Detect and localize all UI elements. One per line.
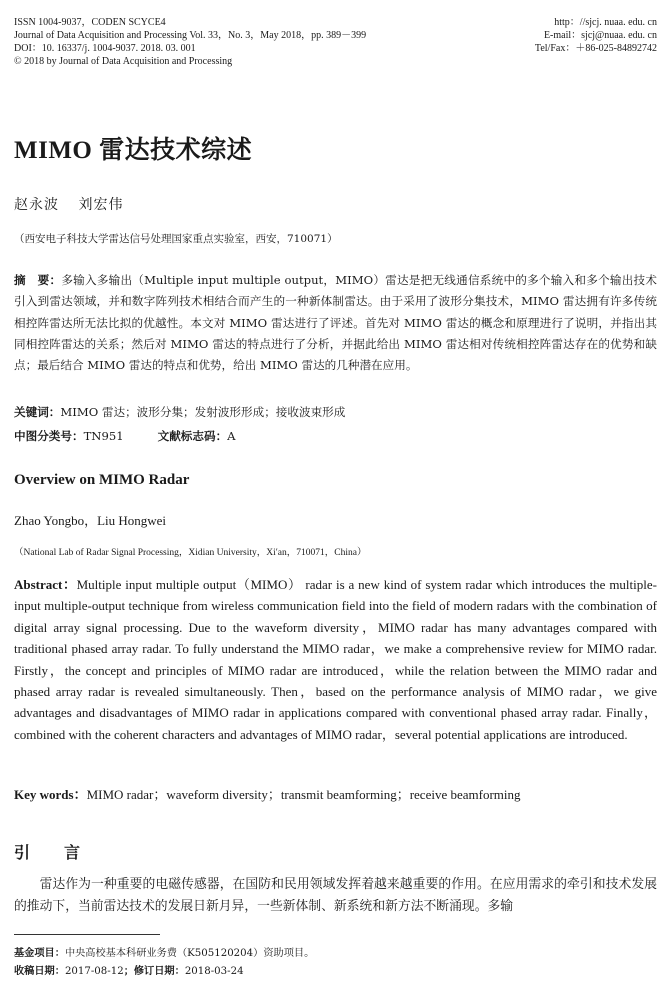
- keywords-cn-label: 关键词：: [14, 405, 61, 419]
- received-date: 2017-08-12: [64, 966, 124, 977]
- affiliation-en: （National Lab of Radar Signal Processing，Xidian University，Xi′an，710071，China）: [14, 548, 367, 558]
- authors-cn: 赵永波 刘宏伟: [14, 197, 124, 213]
- revised-date: 2018-03-24: [184, 966, 244, 977]
- doc-code-value: A: [227, 429, 236, 443]
- footnote-divider: [14, 934, 160, 935]
- journal-volume-line: Journal of Data Acquisition and Processing Vol. 33，No. 3，May 2018，pp. 389－399: [14, 30, 367, 41]
- received-label: 收稿日期：: [14, 966, 65, 977]
- classification-line: [14, 428, 236, 444]
- clc-label: 中图分类号：: [14, 429, 84, 443]
- keywords-cn: [14, 404, 345, 420]
- abstract-en: [14, 574, 657, 745]
- journal-header-left: [14, 16, 366, 68]
- abstract-en-text: Multiple input multiple output（MIMO） radar is a new kind of system radar which introduces the multiple-input multiple-output technique from wireless communication field into the field of modern radars with the combination of digital array signal processing. Due to the waveform diversity，MIMO radar has many advantages compared with traditional phased array radar. To fully understand the MIMO radar，we make a comprehensive review for MIMO radar. Firstly，the concept and principles of MIMO radar are introduced，while the relation between the MIMO radar and phased array radar is revealed simultaneously. Then，based on the performance analysis of MIMO radar，we give advantages and disadvantages of MIMO radar in applications compared with conventional phased array radar. Finally，combined with the coherent characters and advantages of MIMO radar，several potential applications are introduced.: [14, 577, 657, 742]
- clc-value: TN951: [83, 429, 124, 443]
- funding-text: 中央高校基本科研业务费（K505120204）资助项目。: [64, 948, 315, 959]
- journal-email[interactable]: E-mail：sjcj@nuaa. edu. cn: [543, 30, 657, 41]
- doc-code-label: 文献标志码：: [157, 429, 228, 443]
- affiliation-cn: （西安电子科技大学雷达信号处理国家重点实验室，西安，710071）: [14, 233, 338, 245]
- journal-url[interactable]: http：//sjcj. nuaa. edu. cn: [554, 17, 657, 28]
- intro-paragraph: 雷达作为一种重要的电磁传感器，在国防和民用领域发挥着越来越重要的作用。在应用需求的牵引和技术发展的推动下，当前雷达技术的发展日新月异，一些新体制、新系统和新方法不断涌现。多输: [14, 877, 657, 914]
- abstract-cn: [14, 270, 657, 376]
- journal-header-right: [535, 16, 657, 55]
- doi-line: DOI：10. 16337/j. 1004-9037. 2018. 03. 001: [14, 43, 196, 54]
- abstract-cn-text: 多输入多输出（Multiple input multiple output，MIMO）雷达是把无线通信系统中的多个输入和多个输出技术引入到雷达领域，并和数字阵列技术相结合而产生的一种新体制雷达。由于采用了波形分集技术，MIMO 雷达拥有许多传统相控阵雷达所无法比拟的优越性。本文对 MIMO 雷达进行了评述。首先对 MIMO 雷达的概念和原理进行了说明，并指出其同相控阵雷达的关系；然后对 MIMO 雷达的特点进行了分析，并据此给出 MIMO 雷达相对传统相控阵雷达存在的优势和缺点；最后结合 MIMO 雷达的特点和优势，给出 MIMO 雷达的几种潜在应用。: [14, 273, 657, 373]
- journal-telfax: Tel/Fax：＋86-025-84892742: [534, 43, 657, 54]
- footnote-funding: [14, 944, 314, 959]
- footnote-dates: [14, 962, 244, 977]
- revised-label: ；修订日期：: [123, 966, 185, 977]
- issn-line: ISSN 1004-9037，CODEN SCYCE4: [14, 17, 166, 28]
- keywords-en-text: MIMO radar；waveform diversity；transmit beamforming；receive beamforming: [86, 787, 521, 802]
- section-heading-intro: 引言: [14, 843, 115, 862]
- keywords-cn-text: MIMO 雷达；波形分集；发射波形形成；接收波束形成: [60, 405, 346, 419]
- authors-en: Zhao Yongbo，Liu Hongwei: [14, 513, 167, 528]
- keywords-en-label: Key words：: [14, 787, 87, 802]
- abstract-en-label: Abstract：: [14, 577, 77, 592]
- abstract-cn-label: 摘 要：: [14, 273, 62, 287]
- paper-title-cn: MIMO 雷达技术综述: [14, 137, 253, 164]
- keywords-en: [14, 784, 521, 803]
- funding-label: 基金项目：: [14, 948, 65, 959]
- paper-title-en: Overview on MIMO Radar: [14, 472, 190, 488]
- copyright-line: © 2018 by Journal of Data Acquisition and Processing: [14, 56, 233, 67]
